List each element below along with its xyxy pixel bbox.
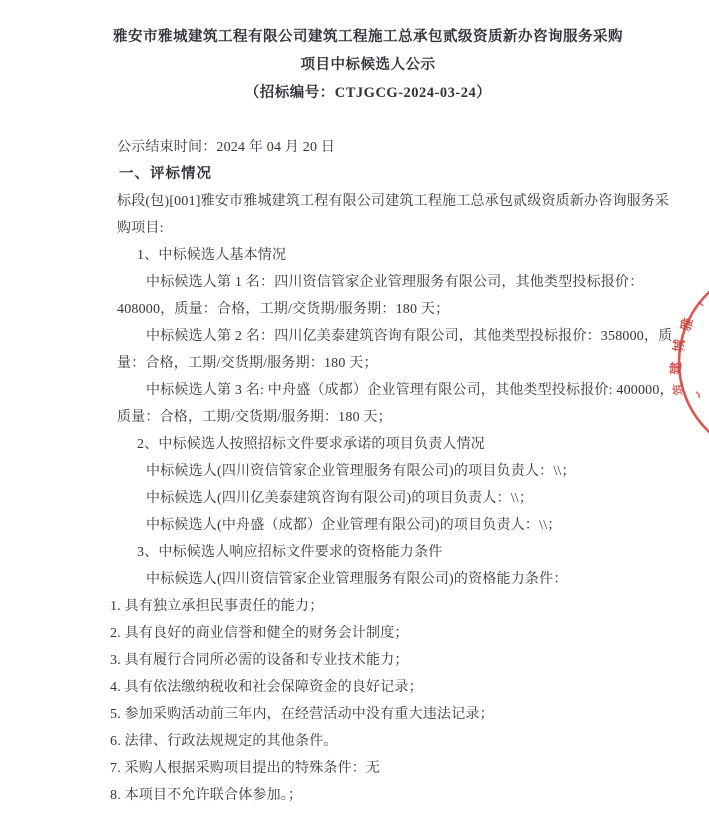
text-line: 1、中标候选人基本情况 bbox=[137, 248, 287, 263]
text-line: 2. 具有良好的商业信誉和健全的财务会计制度； bbox=[110, 626, 409, 641]
text-line: 公示结束时间：2024 年 04 月 20 日 bbox=[117, 140, 336, 155]
title-line-2: 项目中标候选人公示 bbox=[300, 57, 436, 73]
text-line: 中标候选人第 3 名: 中舟盛（成都）企业管理有限公司，其他类型投标报价: 400000， bbox=[146, 383, 674, 398]
text-line: 中标候选人(四川亿美泰建筑咨询有限公司)的项目负责人：\\； bbox=[146, 491, 534, 506]
text-line: 3. 具有履行合同所必需的设备和专业技术能力； bbox=[110, 653, 409, 668]
text-line: 标段(包)[001]雅安市雅城建筑工程有限公司建筑工程施工总承包贰级资质新办咨询服务采 bbox=[117, 194, 670, 209]
text-line: 1. 具有独立承担民事责任的能力； bbox=[110, 599, 324, 614]
text-line: 质量：合格，工期/交货期/服务期：180 天； bbox=[117, 410, 392, 425]
document-title bbox=[88, 23, 648, 107]
seal-char-4: 筑 bbox=[670, 382, 686, 396]
title-line-1: 雅安市雅城建筑工程有限公司建筑工程施工总承包贰级资质新办咨询服务采购 bbox=[113, 29, 623, 45]
text-line: 5. 参加采购活动前三年内，在经营活动中没有重大违法记录； bbox=[110, 707, 494, 722]
text-line: 8. 本项目不允许联合体参加。； bbox=[110, 788, 303, 803]
seal-char-2: 城 bbox=[670, 338, 688, 354]
text-line: 量：合格，工期/交货期/服务期：180 天； bbox=[117, 356, 378, 371]
text-line: 3、中标候选人响应招标文件要求的资格能力条件 bbox=[137, 545, 443, 560]
text-line: 中标候选人(中舟盛（成都）企业管理有限公司)的项目负责人：\\； bbox=[146, 518, 562, 533]
text-line: 4. 具有依法缴纳税收和社会保障资金的良好记录； bbox=[110, 680, 423, 695]
text-line: 中标候选人(四川资信管家企业管理服务有限公司)的资格能力条件： bbox=[146, 572, 568, 587]
text-line: 7. 采购人根据采购项目提出的特殊条件：无 bbox=[110, 761, 381, 776]
text-line: 6. 法律、行政法规规定的其他条件。 bbox=[110, 734, 338, 749]
text-line: 中标候选人第 2 名：四川亿美泰建筑咨询有限公司，其他类型投标报价：358000，质 bbox=[146, 329, 673, 344]
seal-char-1: 雅 bbox=[677, 315, 696, 333]
text-line: 中标候选人第 1 名：四川资信管家企业管理服务有限公司，其他类型投标报价： bbox=[146, 275, 644, 290]
text-line: 中标候选人(四川资信管家企业管理服务有限公司)的项目负责人：\\； bbox=[146, 464, 576, 479]
text-line: 408000，质量：合格，工期/交货期/服务期：180 天； bbox=[117, 302, 450, 317]
seal-char-3: 建 bbox=[668, 361, 684, 376]
text-line: 一、评标情况 bbox=[119, 166, 212, 182]
title-line-3: （招标编号：CTJGCG-2024-03-24） bbox=[244, 85, 492, 101]
document-body bbox=[0, 134, 709, 809]
text-line: 购项目: bbox=[117, 221, 164, 236]
text-line: 2、中标候选人按照招标文件要求承诺的项目负责人情况 bbox=[137, 437, 485, 452]
